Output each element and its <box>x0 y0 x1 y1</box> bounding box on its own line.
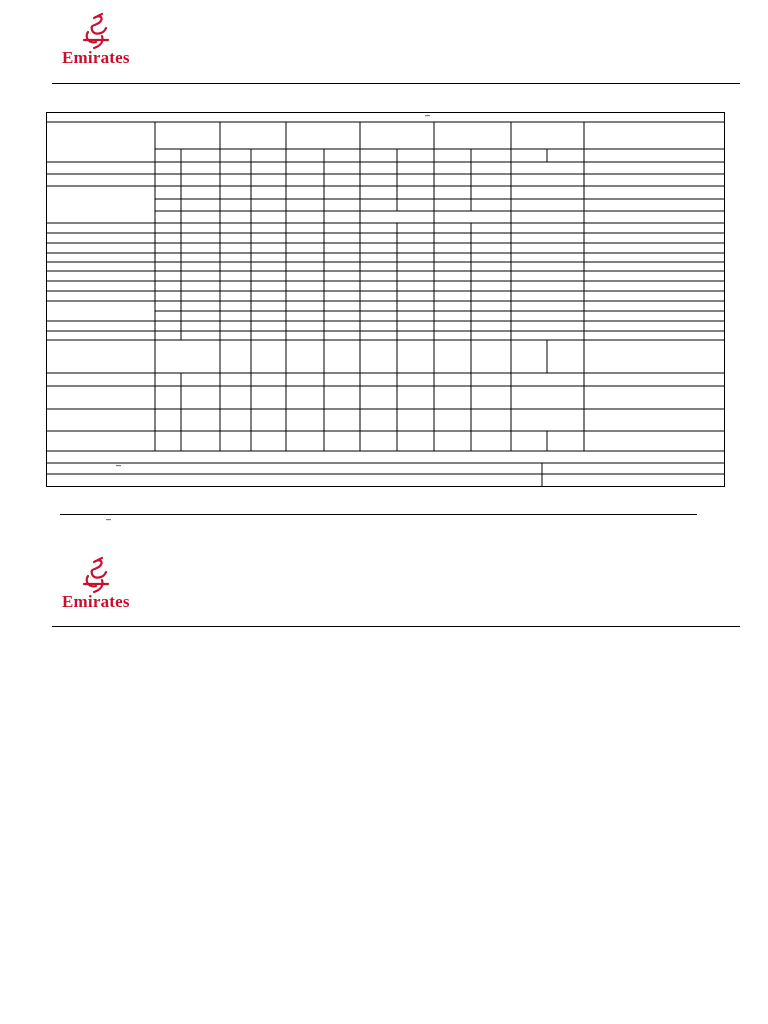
table-footer-mark: – <box>116 460 122 470</box>
form-table <box>46 112 725 487</box>
note-mark: – <box>106 514 112 524</box>
form-grid <box>47 110 724 486</box>
logo-wordmark: Emirates <box>62 592 130 611</box>
table-title-mark: – <box>425 110 431 120</box>
header-rule <box>52 83 740 84</box>
second-header-rule <box>52 626 740 627</box>
logo-wordmark: Emirates <box>62 48 130 67</box>
section-rule <box>60 514 697 515</box>
emirates-logo <box>60 12 134 68</box>
emirates-logo-second <box>60 556 134 612</box>
